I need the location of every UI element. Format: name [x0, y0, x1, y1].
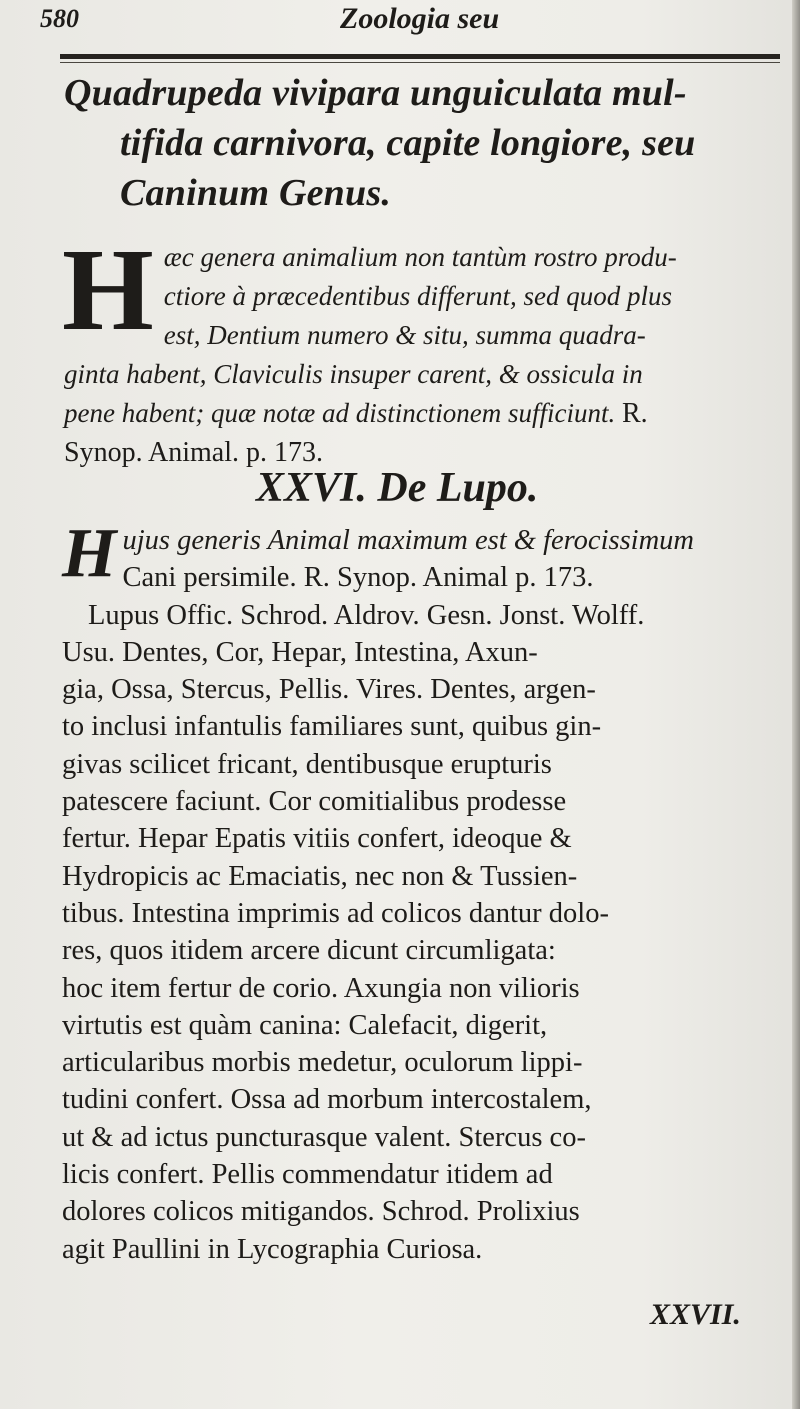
- header-rule: [60, 54, 780, 59]
- body-line-20: agit Paullini in Lycographia Curiosa.: [62, 1233, 483, 1265]
- body-line-9: fertur. Hepar Epatis vitiis confert, ideoque &: [62, 823, 572, 855]
- body-line-18: licis confert. Pellis commendatur itidem ad: [62, 1159, 553, 1191]
- intro-dropcap: H: [62, 224, 154, 355]
- intro-ref-2: Synop. Animal. p. 173.: [64, 437, 324, 468]
- body-line-6: to inclusi infantulis familiares sunt, quibus gin-: [62, 711, 602, 743]
- chapter-heading: XXVI. De Lupo.: [256, 465, 539, 511]
- body-line-11: tibus. Intestina imprimis ad colicos dantur dolo-: [62, 897, 609, 929]
- body-line-1: [62, 522, 792, 559]
- section-title-line-2: tifida carnivora, capite longiore, seu: [120, 122, 696, 164]
- body-line-7: givas scilicet fricant, dentibusque erupturis: [62, 748, 552, 780]
- running-head: [40, 4, 780, 38]
- intro-line-5: [64, 394, 788, 433]
- intro-line-5-text: pene habent; quæ notæ ad distinctionem sufficiunt.: [64, 398, 616, 428]
- body-dropcap: H: [62, 515, 117, 592]
- page-number: 580: [40, 4, 79, 33]
- header-rule-thin: [60, 62, 780, 63]
- intro-line-4: ginta habent, Claviculis insuper carent, & ossicula in: [64, 359, 643, 389]
- body-line-5: gia, Ossa, Stercus, Pellis. Vires. Dentes, argen-: [62, 674, 596, 706]
- chapter-body: [62, 515, 792, 1268]
- body-line-8: patescere faciunt. Cor comitialibus prodesse: [62, 786, 567, 818]
- intro-line-1: æc genera animalium non tantùm rostro produ-: [163, 242, 677, 272]
- intro-line-2: ctiore à præcedentibus differunt, sed quod plus: [163, 281, 672, 311]
- body-line-19: dolores colicos mitigandos. Schrod. Prolixius: [62, 1196, 580, 1228]
- body-line-2: Cani persimile. R. Synop. Animal p. 173.: [122, 562, 594, 594]
- intro-ref-1: R.: [621, 398, 648, 429]
- body-line-16: tudini confert. Ossa ad morbum intercostalem,: [62, 1084, 592, 1116]
- intro-paragraph: [62, 224, 788, 472]
- body-line-13: hoc item fertur de corio. Axungia non vilioris: [62, 972, 580, 1004]
- page-edge-shadow: [792, 0, 800, 1409]
- body-line-12: res, quos itidem arcere dicunt circumligata:: [62, 935, 556, 967]
- body-line-1-text: ujus generis Animal maximum est & ferocissimum: [122, 525, 694, 556]
- running-title: Zoologia seu: [340, 2, 500, 35]
- section-title-line-3: Caninum Genus.: [120, 172, 392, 214]
- body-line-14: virtutis est quàm canina: Calefacit, digerit,: [62, 1009, 548, 1041]
- body-line-15: articularibus morbis medetur, oculorum lippi-: [62, 1047, 583, 1079]
- body-line-10: Hydropicis ac Emaciatis, nec non & Tussien-: [62, 860, 578, 892]
- body-line-3: Lupus Offic. Schrod. Aldrov. Gesn. Jonst. Wolff.: [88, 599, 645, 631]
- intro-line-3: est, Dentium numero & situ, summa quadra-: [163, 320, 646, 350]
- body-line-4: Usu. Dentes, Cor, Hepar, Intestina, Axun-: [62, 636, 538, 668]
- section-title: [64, 68, 784, 218]
- catchword: XXVII.: [650, 1298, 741, 1331]
- body-line-17: ut & ad ictus puncturasque valent. Stercus co-: [62, 1121, 586, 1153]
- section-title-line-1: Quadrupeda vivipara unguiculata mul-: [64, 72, 687, 114]
